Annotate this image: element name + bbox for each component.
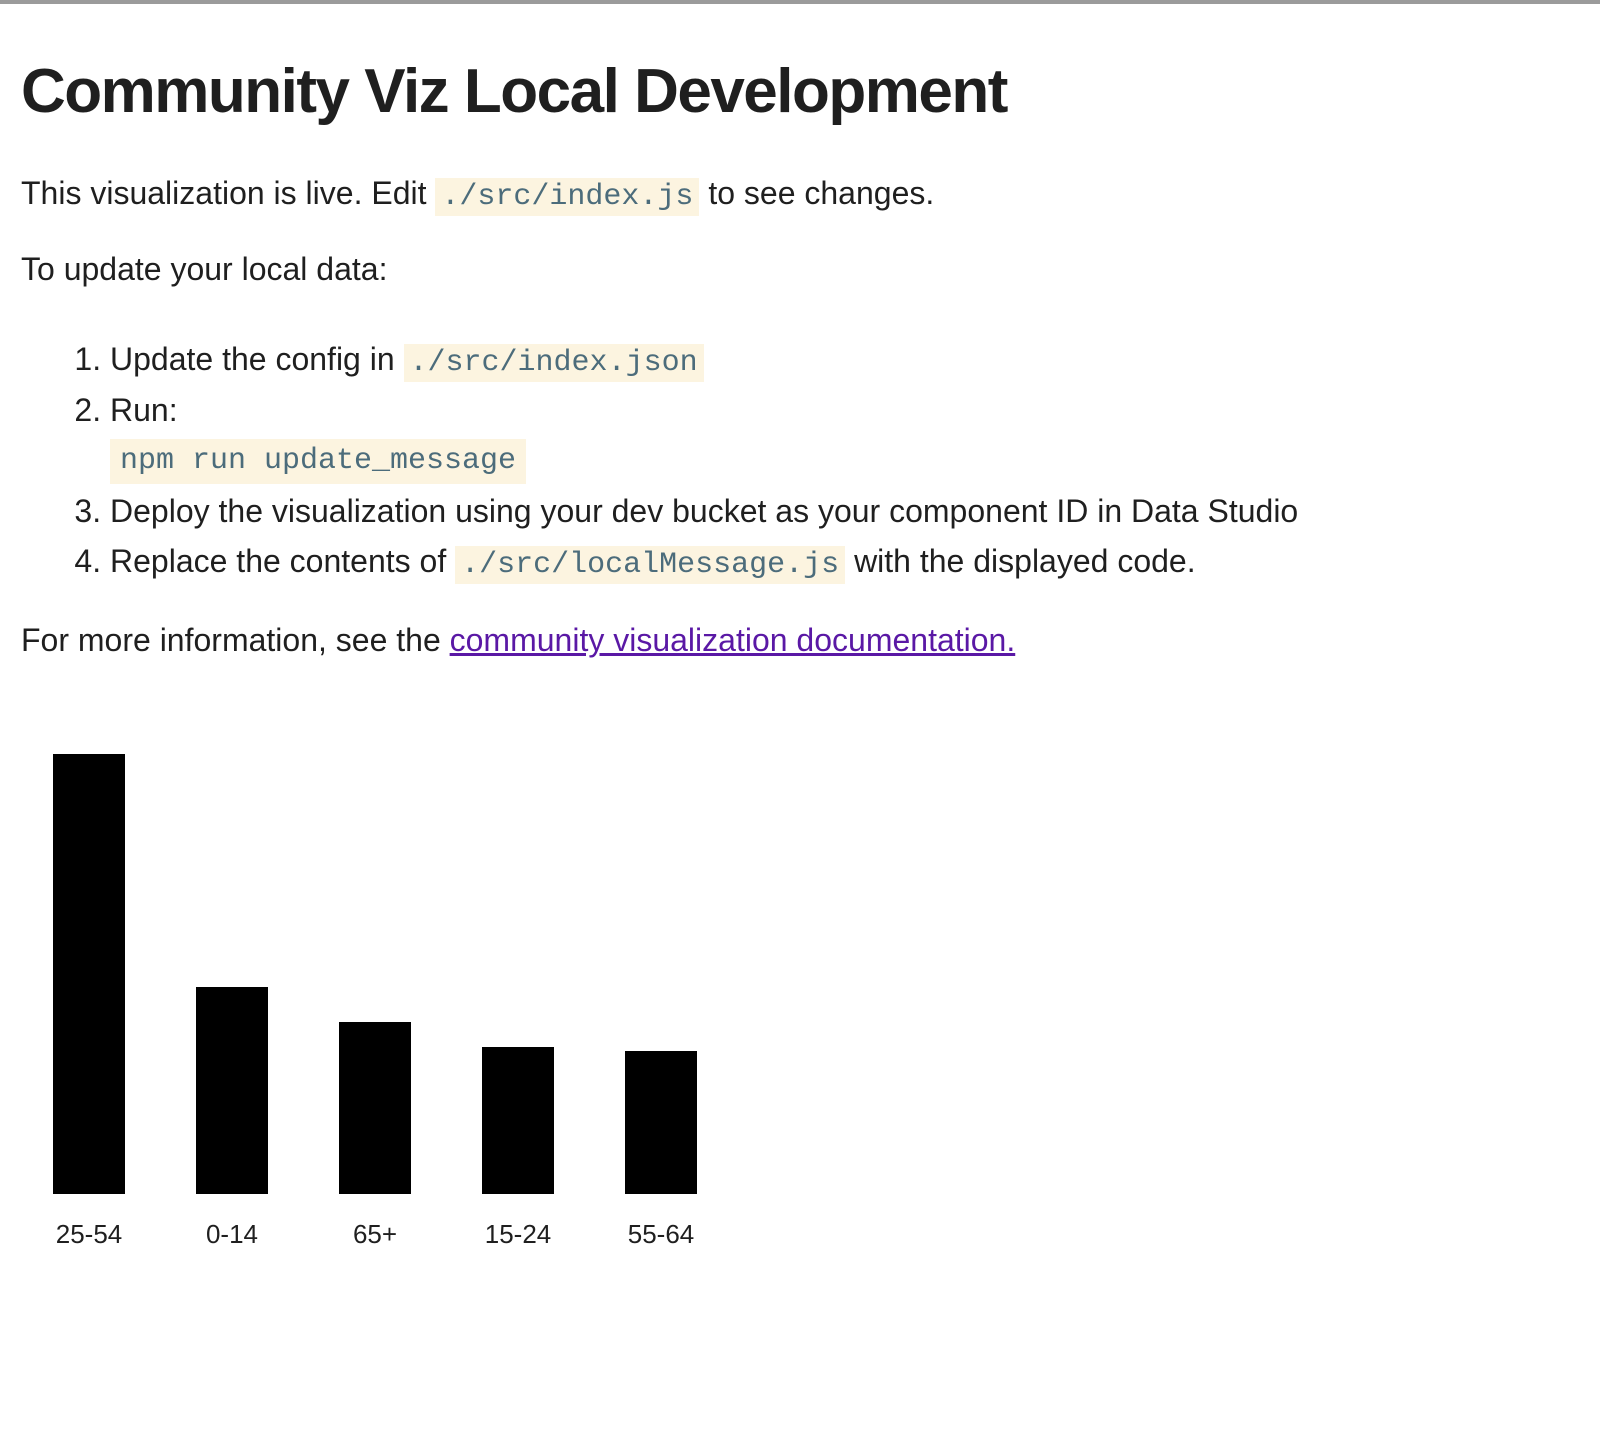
inline-code-index-js: ./src/index.js — [435, 178, 699, 216]
bar-chart-columns — [53, 754, 1579, 1250]
bar-label: 15-24 — [484, 1218, 552, 1249]
bar-column — [53, 754, 125, 1250]
inline-code-index-json: ./src/index.json — [404, 344, 704, 382]
bar-column — [339, 1022, 411, 1250]
intro-paragraph — [21, 173, 1579, 217]
bar — [53, 754, 125, 1194]
bar-label: 0-14 — [205, 1218, 259, 1249]
more-info-paragraph — [21, 620, 1579, 662]
more-info-text: For more information, see the — [21, 622, 450, 659]
bar — [196, 987, 268, 1194]
step-item-4 — [110, 537, 1579, 589]
intro-text-suffix: to see changes. — [699, 175, 935, 211]
step-4-text: Replace the contents of — [110, 542, 456, 579]
code-block-npm-run: npm run update_message — [110, 439, 526, 485]
update-heading: To update your local data: — [21, 251, 388, 287]
step-1-text: Update the config in — [110, 340, 404, 377]
step-item-1 — [110, 335, 1579, 387]
bar-column — [196, 987, 268, 1250]
bar-chart — [53, 754, 1579, 1250]
bar — [625, 1051, 697, 1194]
bar — [339, 1022, 411, 1194]
bar-column — [625, 1051, 697, 1250]
inline-code-local-message-js: ./src/localMessage.js — [455, 546, 845, 584]
step-2-text: Run: — [110, 392, 178, 429]
community-viz-docs-link[interactable]: community visualization documentation. — [449, 622, 1016, 659]
steps-list — [21, 335, 1579, 589]
step-item-2 — [110, 386, 1579, 484]
bar-label: 25-54 — [55, 1218, 123, 1249]
bar-label: 65+ — [352, 1218, 398, 1249]
intro-text-prefix: This visualization is live. Edit — [21, 175, 436, 211]
page-title: Community Viz Local Development — [21, 57, 1007, 126]
step-item-3 — [110, 487, 1579, 537]
bar — [482, 1047, 554, 1194]
step-4-suffix: with the displayed code. — [845, 542, 1196, 579]
step-3-text: Deploy the visualization using your dev bucket as your component ID in Data Studio — [110, 493, 1299, 530]
bar-label: 55-64 — [627, 1218, 695, 1249]
bar-column — [482, 1047, 554, 1250]
